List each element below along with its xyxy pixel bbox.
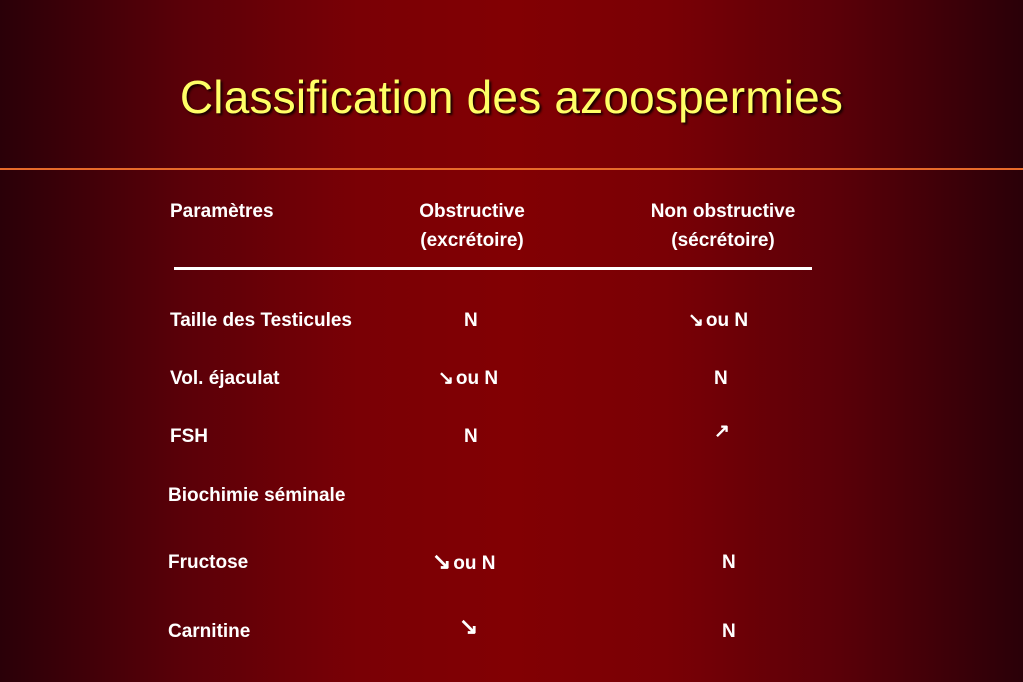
- row-nonobstructive-carnitine: N: [722, 621, 736, 642]
- row-param-taille: Taille des Testicules: [170, 310, 352, 331]
- row-nonobstructive-volume: N: [714, 368, 728, 389]
- row-obstructive-fructose: [432, 549, 496, 576]
- row-nonobstructive-fructose: N: [722, 552, 736, 573]
- row-obstructive-carnitine: [459, 614, 480, 641]
- row-nonobstructive-taille-value: ou N: [705, 310, 749, 331]
- header-obstructive-line1: Obstructive: [419, 201, 525, 222]
- row-nonobstructive-fsh: [714, 420, 732, 444]
- arrow-up-right-icon: ↗: [714, 421, 730, 442]
- row-obstructive-fsh: N: [464, 426, 478, 447]
- row-obstructive-taille: N: [464, 310, 478, 331]
- row-param-volume: Vol. éjaculat: [170, 368, 280, 389]
- arrow-down-right-icon: ↘: [459, 613, 479, 639]
- row-param-biochimie: Biochimie séminale: [168, 485, 346, 506]
- row-obstructive-volume-value: ou N: [455, 368, 499, 389]
- header-divider: [174, 267, 812, 270]
- header-parametres: Paramètres: [170, 201, 274, 222]
- arrow-down-right-icon: ↘: [688, 310, 704, 331]
- arrow-down-right-icon: ↘: [432, 548, 452, 574]
- title-divider: [0, 168, 1023, 170]
- header-non-obstructive: [622, 197, 824, 255]
- row-obstructive-volume: [438, 367, 498, 391]
- header-nonobstructive-line2: (sécrétoire): [671, 230, 775, 251]
- row-nonobstructive-taille: [688, 309, 748, 333]
- row-param-fructose: Fructose: [168, 552, 249, 573]
- header-obstructive: [392, 197, 552, 255]
- row-param-fsh: FSH: [170, 426, 208, 447]
- arrow-down-right-icon: ↘: [438, 368, 454, 389]
- slide-title: Classification des azoospermies: [179, 71, 844, 123]
- row-param-carnitine: Carnitine: [168, 621, 251, 642]
- header-nonobstructive-line1: Non obstructive: [650, 201, 796, 222]
- header-obstructive-line2: (excrétoire): [420, 230, 524, 251]
- row-obstructive-fructose-value: ou N: [453, 553, 496, 574]
